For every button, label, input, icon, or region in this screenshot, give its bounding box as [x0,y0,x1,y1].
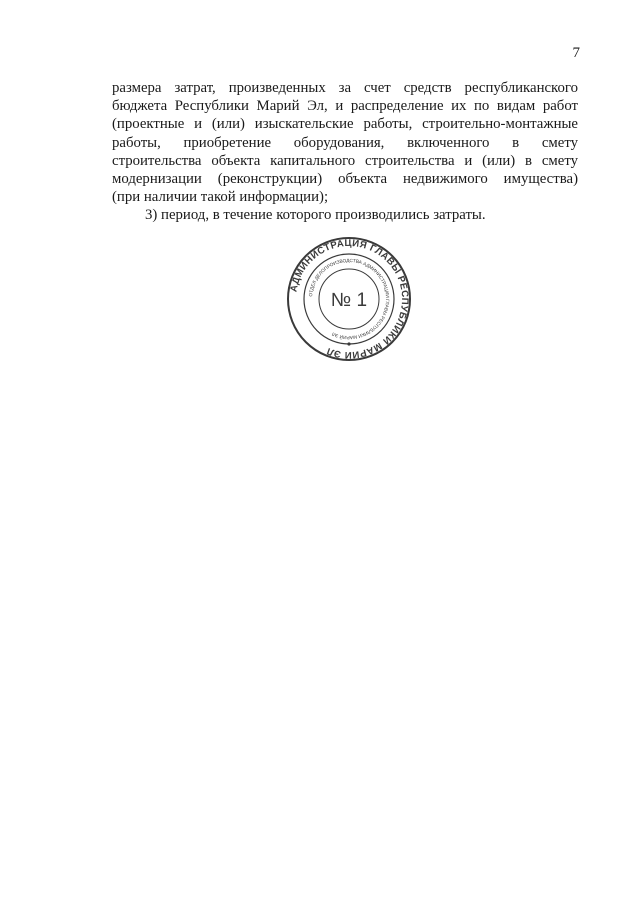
seal-inner-textpath: ОТДЕЛ ДЕЛОПРОИЗВОДСТВА АДМИНИСТРАЦИИ ГЛАВЫ РЕСПУБЛИКИ МАРИЙ ЭЛ [308,257,391,341]
page-number: 7 [572,45,580,61]
paragraph-1 [112,79,578,206]
text-line: (при наличии такой информации); [112,189,329,206]
text-line: размера затрат, произведенных за счет средств республиканского [112,80,578,96]
text-line: работы, приобретение оборудования, включенного в смету [112,134,578,151]
text-line: строительства объекта капитального строительства и (или) в смету [112,152,578,169]
official-seal-stamp [286,236,412,362]
document-body [112,79,578,225]
seal-outer-textpath: АДМИНИСТРАЦИЯ ГЛАВЫ РЕСПУБЛИКИ МАРИЙ ЭЛ [288,237,411,361]
text-line: модернизации (реконструкции) объекта недвижимого имущества) [112,171,578,188]
text-line: (проектные и (или) изыскательские работы, строительно-монтажные [112,116,578,133]
seal-graphic [286,236,412,362]
paragraph-2: 3) период, в течение которого производились затраты. [145,207,486,224]
seal-center-number: № 1 [330,290,368,311]
text-line: бюджета Республики Марий Эл, и распределение их по видам работ [112,98,578,115]
seal-dot [347,342,350,345]
